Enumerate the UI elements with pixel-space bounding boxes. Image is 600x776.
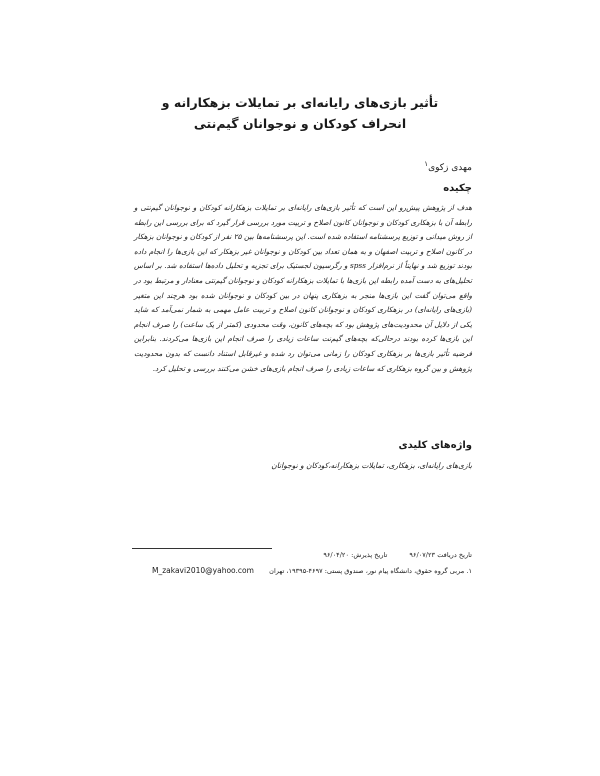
author	[424, 160, 472, 173]
received-date: تاریخ دریافت ۹۶/۰۷/۲۳	[409, 551, 472, 559]
author-affiliation: ۱. مربی گروه حقوق، دانشگاه پیام نور، صندوق پستی: ۴۶۹۷-۱۹۳۹۵، تهران	[269, 567, 472, 575]
keywords-text: بازی‌های رایانه‌ای، بزهکاری، تمایلات بزهکارانه،کودکان و نوجوانان	[271, 461, 472, 470]
accepted-date: تاریخ پذیرش: ۹۶/۰۴/۲۰	[323, 551, 388, 559]
paper-title	[100, 92, 500, 134]
title-line-2: انحراف کودکان و نوجوانان گیم‌نتی	[193, 116, 407, 131]
author-email: M_zakavi2010@yahoo.com	[152, 566, 254, 575]
author-name: مهدی زکوی	[428, 163, 472, 173]
footnote-divider	[132, 548, 272, 549]
abstract-text: هدف از پژوهش پیش‌رو این است که تأثیر بازی‌های رایانه‌ای بر تمایلات بزهکارانه کودکان و نوجوانان گیم‌نتی و رابطه آن با بزهکاری کودکان و نوجوانان کانون اصلاح و تربیت مورد بررسی قرار گیرد که برای بررسی این رابطه از روش میدانی و توزیع پرسشنامه استفاده شده است. این پرسشنامه‌ها بین ۲۵ نفر از کودکان و نوجوانان بزهکار در کانون اصلاح و تربیت اصفهان و به همان تعداد بین کودکان و نوجوانان غیر بزهکار که این بازی‌ها را انجام داده بودند توزیع شد و نهایتاً از نرم‌افزار spss و رگرسیون لجستیک برای تجزیه و تحلیل داده‌ها استفاده شد. بر اساس تحلیل‌های به دست آمده رابطه این بازی‌ها با تمایلات بزهکارانه کودکان و نوجوانان گیم‌نتی معنادار و مرتبط بود در واقع می‌توان گفت این بازی‌ها منجر به بزهکاری پنهان در بین کودکان و نوجوانان شده بود هرچند این متغیر (بازی‌های رایانه‌ای) در بزهکاری کودکان و نوجوانان کانون اصلاح و تربیت عامل مهمی به شمار نمی‌آمد که شاید یکی از دلایل آن محدودیت‌های پژوهش بود که بچه‌های کانون، وقت محدودی (کمتر از یک ساعت) را صرف انجام این بازی‌ها کرده بودند درحالی‌که بچه‌های گیم‌نت ساعات زیادی را صرف انجام این بازی‌ها می‌کردند. بنابراین فرضیه تأثیر بازی‌ها بر بزهکاری کودکان را زمانی می‌توان رد شده و غیرقابل استناد دانست که بدون محدودیت پژوهش و بین گروه بزهکاری که ساعات زیادی را صرف انجام بازی‌های خشن می‌کنند بررسی و تحلیل کرد.	[134, 203, 472, 373]
footnote-dates	[323, 551, 472, 559]
abstract-heading: چکیده	[443, 183, 472, 194]
title-line-1: تأثیر بازی‌های رایانه‌ای بر تمایلات بزهکارانه و	[161, 95, 439, 110]
author-footnote-mark: ۱	[424, 160, 429, 168]
keywords-heading: واژه‌های کلیدی	[398, 440, 472, 451]
